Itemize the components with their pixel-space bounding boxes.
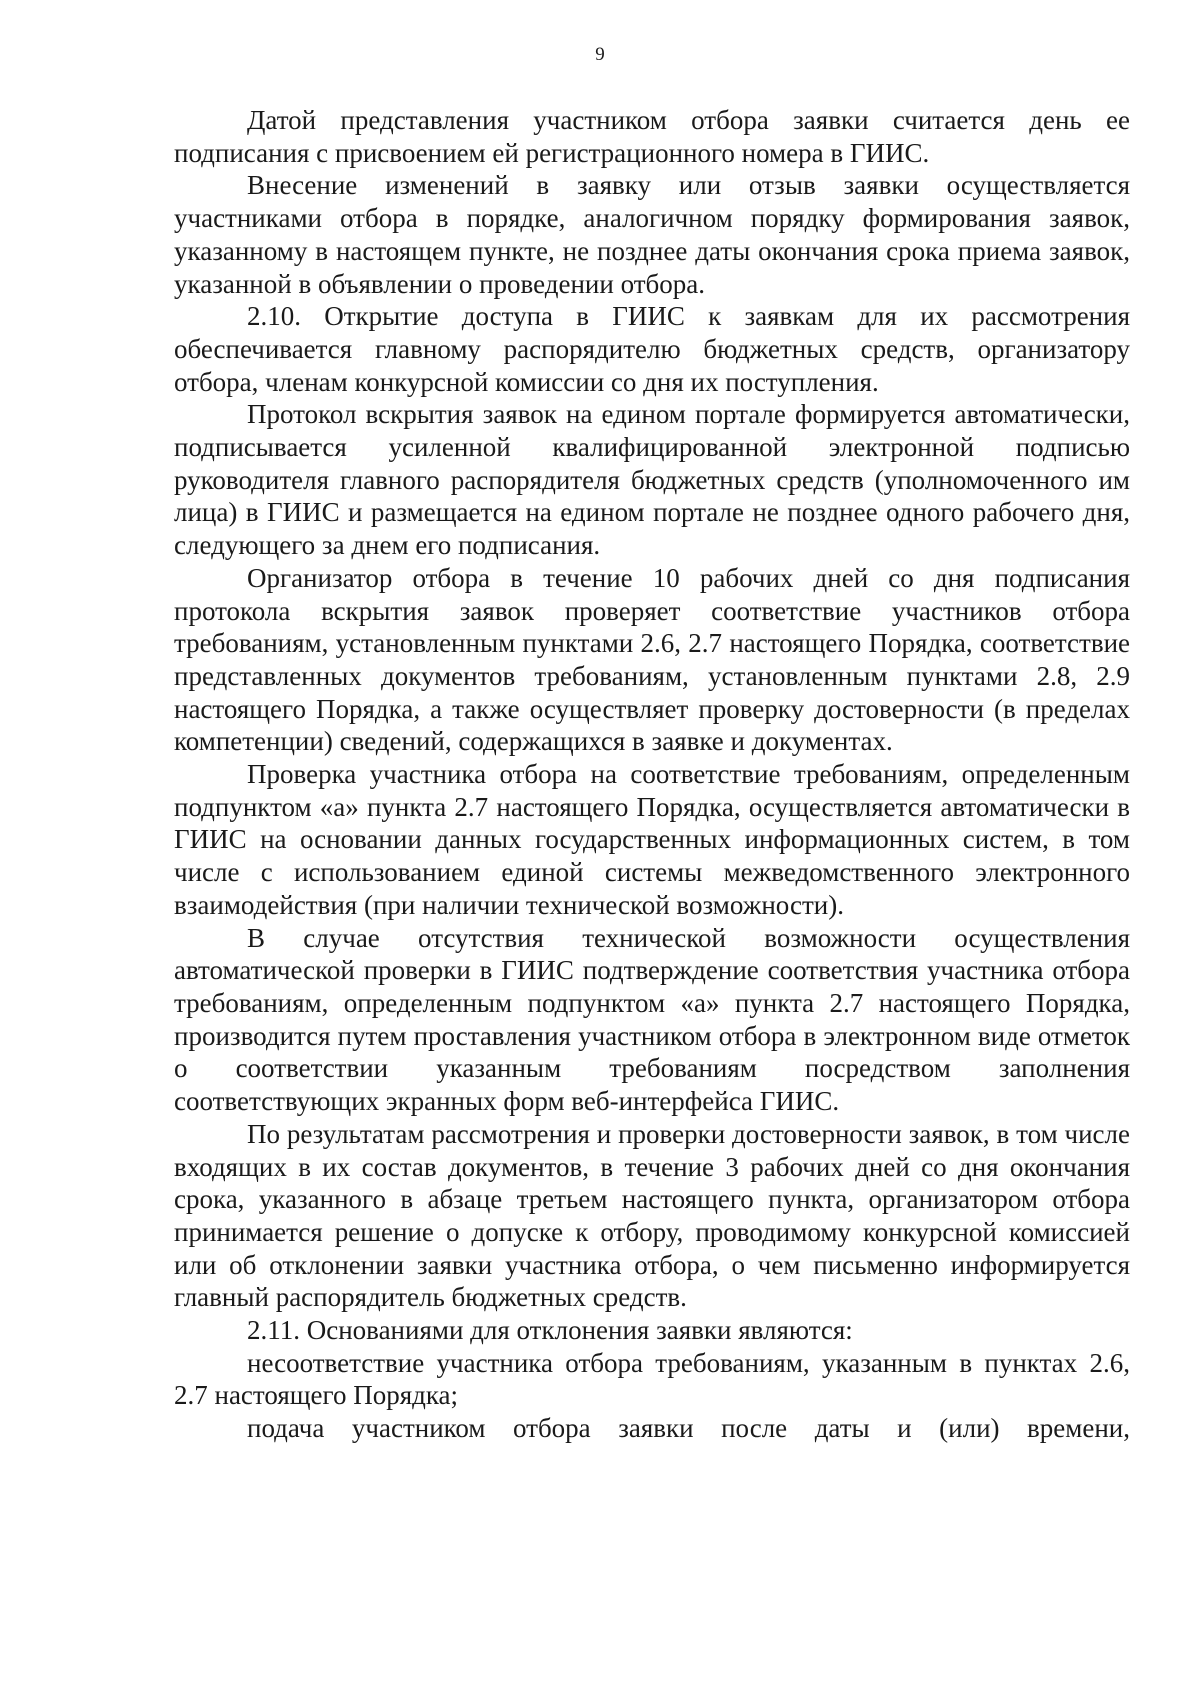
paragraph-2-11-rejection-grounds: 2.11. Основаниями для отклонения заявки являются: xyxy=(247,1315,853,1346)
paragraph-manual-confirmation: В случае отсутствия технической возможности осуществления автоматической проверки в ГИИС подтверждение соответствия участника отбора требованиям, определенным подпунктом «а» пункта 2.7 настоящего Порядка, производится путем проставления участником отбора в электронном виде отметок о соответствии указанным требованиям посредством заполнения соответствующих экранных форм веб-интерфейса ГИИС. xyxy=(174,922,1130,1117)
paragraph-rejection-ground-2: подача участником отбора заявки после даты и (или) времени, xyxy=(247,1413,1130,1444)
paragraph-rejection-ground-1: несоответствие участника отбора требованиям, указанным в пунктах 2.6, 2.7 настоящего Порядка; xyxy=(174,1347,1130,1411)
paragraph-amendments: Внесение изменений в заявку или отзыв заявки осуществляется участниками отбора в порядке, аналогичном порядку формирования заявок, указанному в настоящем пункте, не позднее даты окончания срока приема заявок, указанной в объявлении о проведении отбора. xyxy=(174,170,1130,299)
paragraph-submission-date: Датой представления участником отбора заявки считается день ее подписания с присвоением ей регистрационного номера в ГИИС. xyxy=(174,105,1130,168)
paragraph-organizer-check: Организатор отбора в течение 10 рабочих дней со дня подписания протокола вскрытия заявок проверяет соответствие участников отбора требованиям, установленным пунктами 2.6, 2.7 настоящего Порядка, соответствие представленных документов требованиям, установленным пунктами 2.8, 2.9 настоящего Порядка, а также осуществляет проверку достоверности (в пределах компетенции) сведений, содержащихся в заявке и документах. xyxy=(174,562,1130,757)
document-body xyxy=(174,104,1130,1445)
page-number: 9 xyxy=(595,44,605,65)
paragraph-decision: По результатам рассмотрения и проверки достоверности заявок, в том числе входящих в их состав документов, в течение 3 рабочих дней со дня окончания срока, указанного в абзаце третьем настоящего пункта, организатором отбора принимается решение о допуске к отбору, проводимому конкурсной комиссией или об отклонении заявки участника отбора, о чем письменно информируется главный распорядитель бюджетных средств. xyxy=(174,1118,1130,1313)
paragraph-2-10-access: 2.10. Открытие доступа в ГИИС к заявкам для их рассмотрения обеспечивается главному распорядителю бюджетных средств, организатору отбора, членам конкурсной комиссии со дня их поступления. xyxy=(174,301,1130,397)
paragraph-opening-protocol: Протокол вскрытия заявок на едином портале формируется автоматически, подписывается усиленной квалифицированной электронной подписью руководителя главного распорядителя бюджетных средств (уполномоченного им лица) в ГИИС и размещается на едином портале не позднее одного рабочего дня, следующего за днем его подписания. xyxy=(174,399,1130,561)
paragraph-automatic-check: Проверка участника отбора на соответствие требованиям, определенным подпунктом «а» пункта 2.7 настоящего Порядка, осуществляется автоматически в ГИИС на основании данных государственных информационных систем, в том числе с использованием единой системы межведомственного электронного взаимодействия (при наличии технической возможности). xyxy=(174,759,1130,920)
